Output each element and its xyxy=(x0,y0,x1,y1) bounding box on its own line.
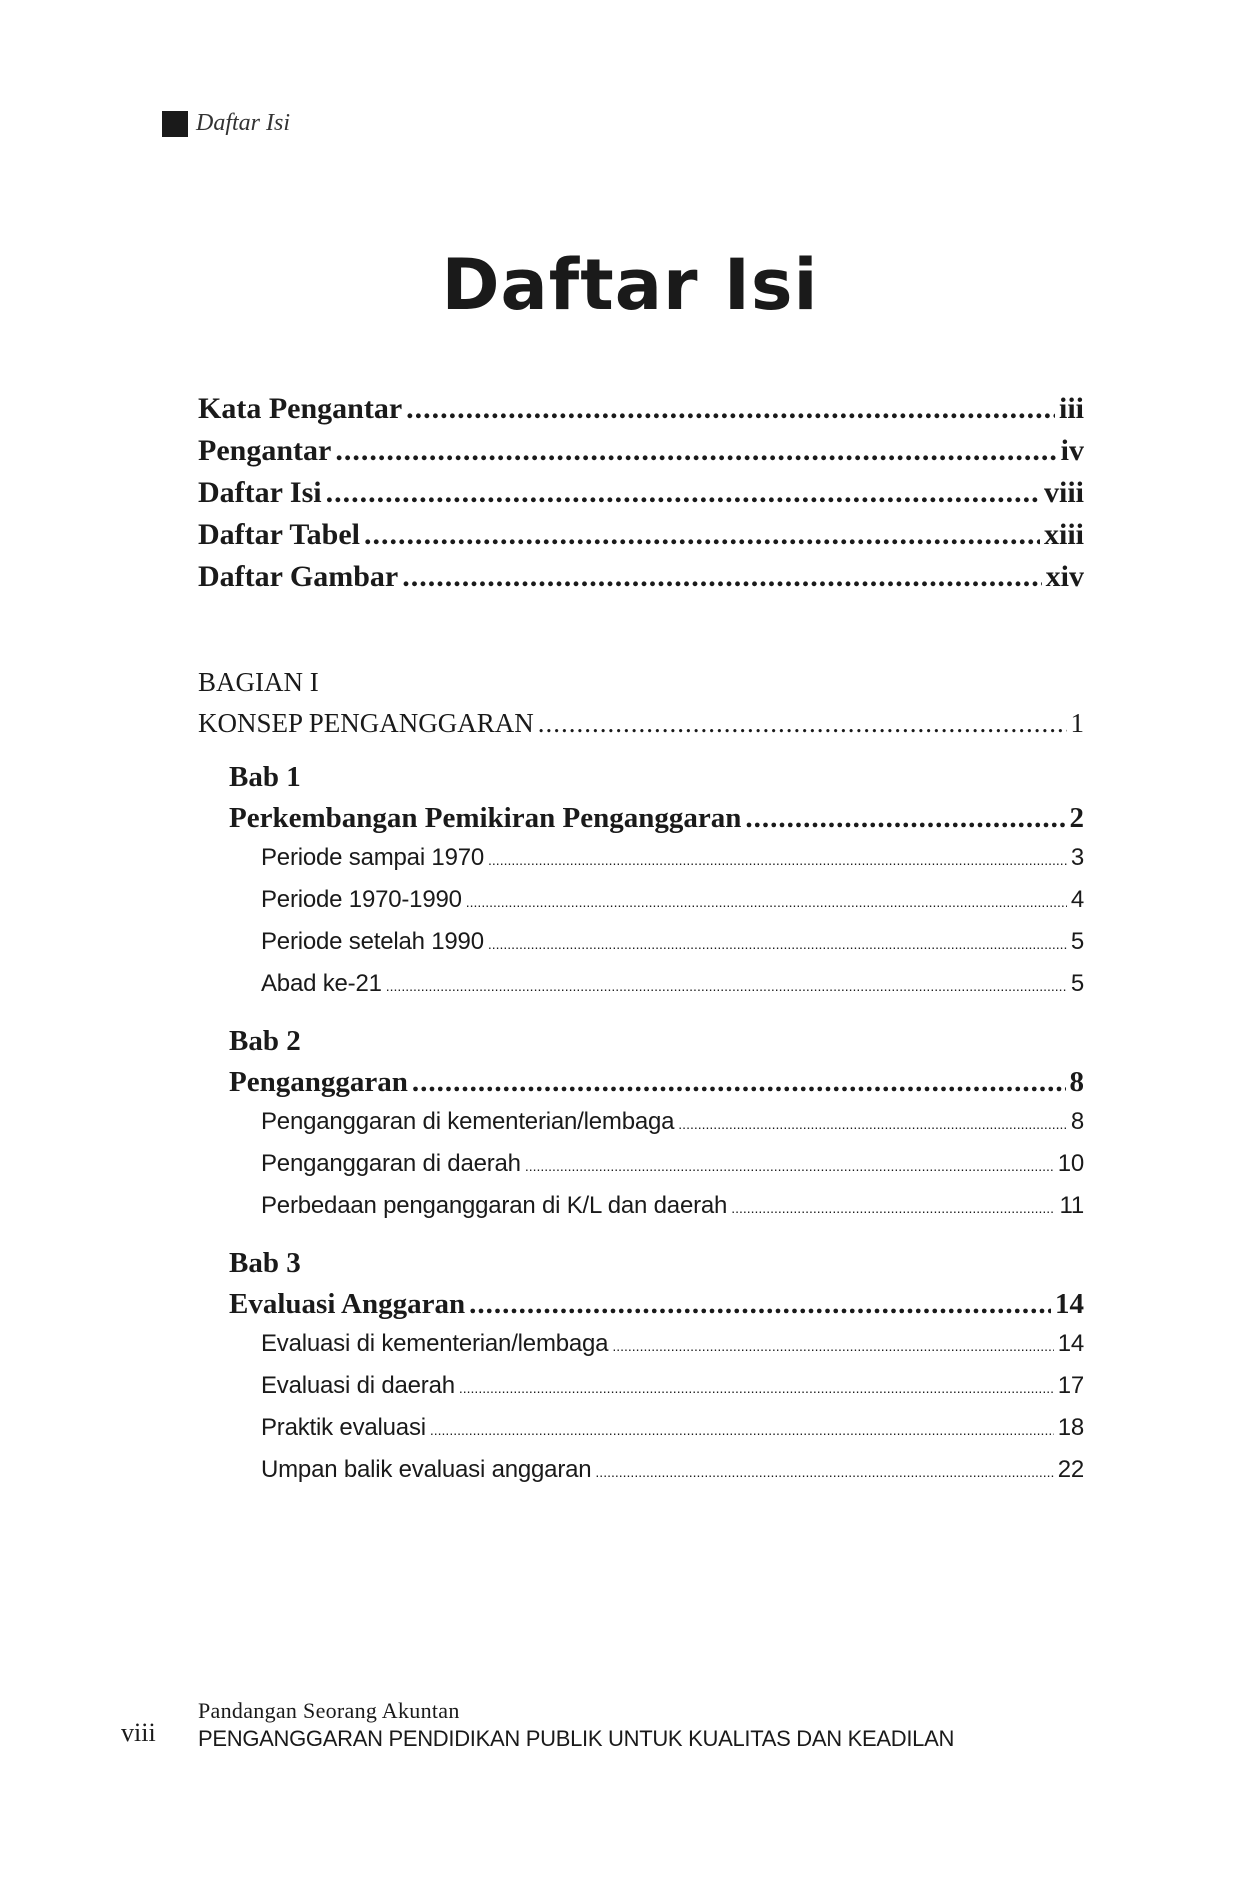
section-entry[interactable] xyxy=(261,880,1084,922)
section-page: 11 xyxy=(1059,1192,1084,1219)
dot-leader xyxy=(469,1284,1051,1324)
running-head xyxy=(162,110,290,137)
section-entry[interactable] xyxy=(261,1450,1084,1492)
toc-entry-label: Pengantar xyxy=(198,434,332,467)
chapter-title: Penganggaran xyxy=(229,1066,408,1098)
chapter-entry[interactable] xyxy=(229,1284,1084,1324)
section-entry[interactable] xyxy=(261,1186,1084,1228)
section-page: 10 xyxy=(1057,1150,1084,1177)
chapter-title: Perkembangan Pemikiran Penganggaran xyxy=(229,802,742,834)
book-subtitle: Pandangan Seorang Akuntan xyxy=(198,1698,460,1723)
section-entry[interactable] xyxy=(261,1408,1084,1450)
dot-leader xyxy=(430,1410,1054,1450)
dot-leader xyxy=(406,388,1055,430)
section-page: 14 xyxy=(1057,1330,1084,1357)
dot-leader xyxy=(488,924,1067,964)
dot-leader xyxy=(678,1104,1067,1144)
chapter-number: Bab 3 xyxy=(229,1247,301,1279)
toc-entry-page: xiv xyxy=(1045,560,1084,593)
toc-entry[interactable] xyxy=(198,514,1084,556)
section-label: Penganggaran di kementerian/lembaga xyxy=(261,1108,675,1135)
toc-entry-label: Daftar Tabel xyxy=(198,518,360,551)
toc-entry-page: xiii xyxy=(1043,518,1084,551)
chapter-number: Bab 2 xyxy=(229,1025,301,1057)
table-of-contents xyxy=(198,388,1084,1492)
section-label: Periode 1970-1990 xyxy=(261,886,462,913)
dot-leader xyxy=(386,966,1067,1006)
section-label: Periode setelah 1990 xyxy=(261,928,484,955)
section-label: Periode sampai 1970 xyxy=(261,844,485,871)
section-page: 22 xyxy=(1057,1456,1084,1483)
section-entry[interactable] xyxy=(261,964,1084,1006)
section-entry[interactable] xyxy=(261,1102,1084,1144)
toc-entry-label: Daftar Isi xyxy=(198,476,322,509)
toc-entry-label: Kata Pengantar xyxy=(198,392,403,425)
section-page: 17 xyxy=(1057,1372,1084,1399)
section-page: 3 xyxy=(1070,844,1084,871)
toc-entry-label: Daftar Gambar xyxy=(198,560,399,593)
dot-leader xyxy=(402,556,1041,598)
dot-leader xyxy=(412,1062,1066,1102)
dot-leader xyxy=(459,1368,1054,1408)
chapter-3 xyxy=(229,1242,1084,1492)
toc-entry[interactable] xyxy=(198,472,1084,514)
toc-entry[interactable] xyxy=(198,556,1084,598)
chapter-page: 8 xyxy=(1069,1066,1084,1098)
dot-leader xyxy=(335,430,1056,472)
chapter-page: 14 xyxy=(1055,1288,1084,1320)
section-entry[interactable] xyxy=(261,922,1084,964)
chapter-entry[interactable] xyxy=(229,798,1084,838)
part-title: KONSEP PENGANGGARAN xyxy=(198,708,534,738)
page-number: viii xyxy=(121,1718,156,1747)
section-label: Abad ke-21 xyxy=(261,970,382,997)
chapter-2 xyxy=(229,1020,1084,1228)
chapter-entry[interactable] xyxy=(229,1062,1084,1102)
book-title: PENGANGGARAN PENDIDIKAN PUBLIK UNTUK KUALITAS DAN KEADILAN xyxy=(198,1726,955,1751)
dot-leader xyxy=(326,472,1040,514)
toc-entry[interactable] xyxy=(198,388,1084,430)
section-entry[interactable] xyxy=(261,1144,1084,1186)
chapter-page: 2 xyxy=(1069,802,1084,834)
section-label: Penganggaran di daerah xyxy=(261,1150,521,1177)
dot-leader xyxy=(488,840,1067,880)
chapter-1 xyxy=(229,756,1084,1006)
dot-leader xyxy=(525,1146,1054,1186)
dot-leader xyxy=(364,514,1040,556)
section-label: Perbedaan penganggaran di K/L dan daerah xyxy=(261,1192,728,1219)
section-label: Praktik evaluasi xyxy=(261,1414,426,1441)
section-label: Umpan balik evaluasi anggaran xyxy=(261,1456,592,1483)
dot-leader xyxy=(731,1188,1055,1228)
dot-leader xyxy=(538,703,1067,744)
section-label: Evaluasi di daerah xyxy=(261,1372,455,1399)
toc-entry-page: viii xyxy=(1043,476,1084,509)
section-page: 5 xyxy=(1070,928,1084,955)
section-page: 18 xyxy=(1057,1414,1084,1441)
section-page: 4 xyxy=(1070,886,1084,913)
part-label: BAGIAN I xyxy=(198,667,319,697)
section-entry[interactable] xyxy=(261,838,1084,880)
section-page: 5 xyxy=(1070,970,1084,997)
part-entry[interactable] xyxy=(198,703,1084,744)
page-title: Daftar Isi xyxy=(441,244,819,326)
section-entry[interactable] xyxy=(261,1324,1084,1366)
dot-leader xyxy=(595,1452,1053,1492)
dot-leader xyxy=(745,798,1065,838)
square-marker-icon xyxy=(162,111,188,137)
toc-entry-page: iii xyxy=(1058,392,1084,425)
section-entry[interactable] xyxy=(261,1366,1084,1408)
section-page: 8 xyxy=(1070,1108,1084,1135)
chapter-number: Bab 1 xyxy=(229,761,301,793)
toc-entry-page: iv xyxy=(1060,434,1084,467)
dot-leader xyxy=(466,882,1067,922)
chapter-title: Evaluasi Anggaran xyxy=(229,1288,466,1320)
part-page: 1 xyxy=(1070,708,1084,738)
toc-entry[interactable] xyxy=(198,430,1084,472)
running-head-text: Daftar Isi xyxy=(196,110,291,136)
front-matter-list xyxy=(198,388,1084,598)
section-label: Evaluasi di kementerian/lembaga xyxy=(261,1330,609,1357)
dot-leader xyxy=(612,1326,1053,1366)
